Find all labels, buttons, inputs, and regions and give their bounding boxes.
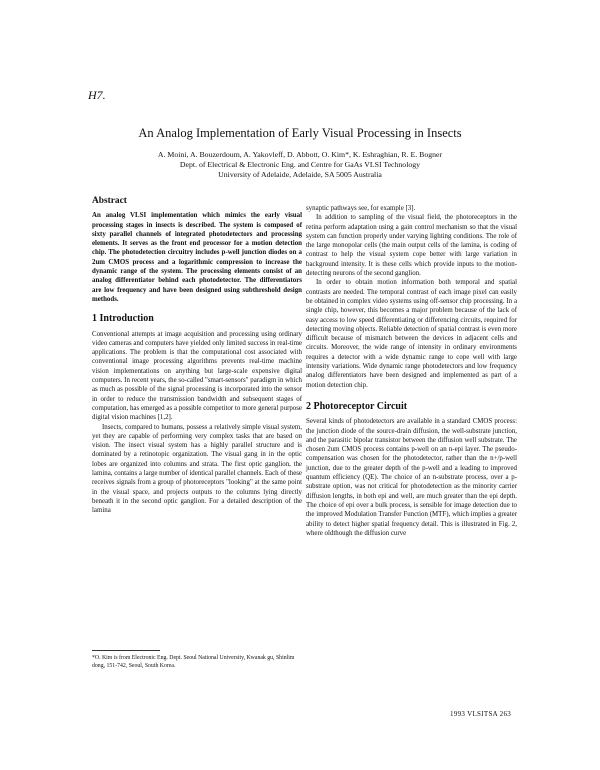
right-paragraph-1: In addition to sampling of the visual field, the photoreceptors in the retina perform adaptation using a gain control mechanism so that the visual system can function properly under varying lighting conditions. The role of the large monopolar cells (the main output cells of the lamina, is coding of contrast to help the visual system cope better with large variation in background intensity. It is these cells which provide inputs to the motion-detecting neurons of the second ganglion. [306, 214, 517, 278]
left-column [92, 197, 302, 516]
section-1-heading: 1 Introduction [92, 313, 154, 325]
footnote-rule [92, 650, 160, 651]
right-paragraph-2: In order to obtain motion information both temporal and spatial contrasts are needed. The temporal contrast of each image pixel can easily be obtained in complex video systems using off-sensor chip processing. In a single chip, however, this becomes a major problem because of the lack of easy access to low speed differentiating or differencing circuits, required for detecting moving objects. Reliable detection of spatial contrast is even more difficult because of mismatch between the devices in adjacent cells and circuits. Moreover, the wide range of intensity in ordinary environments requires a detector with a wide dynamic range to cope well with large intensity variations. Wide dynamic range photodetectors and low frequency analog differentiators have been designed and implemented as part of a motion detection chip. [306, 279, 517, 389]
affiliation: Dept. of Electrical & Electronic Eng. and Centre for GaAs VLSI Technology [179, 160, 421, 169]
page-footer: 1993 VLSITSA 263 [450, 710, 512, 718]
section-1-paragraph-1: Conventional attempts at image acquisition and processing using ordinary video cameras and computers have yielded only limited success in real-time applications. The problem is that the computational cost associated with conventional image processing algorithms prevents real-time machine vision implementations on anything but large-scale expensive digital computers. In recent years, the so-called "smart-sensors" paradigm in which as much as possible of the signal processing is incorporated into the sensor in order to reduce the transmission bandwidth and subsequent stages of computation, has emerged as a possible competitor to more general purpose digital vision machines [1,2]. [92, 330, 302, 422]
address: University of Adelaide, Adelaide, SA 5005 Australia [218, 170, 382, 179]
authors-block [60, 150, 540, 180]
section-1-paragraph-2: Insects, compared to humans, possess a relatively simple visual system, yet they are capable of performing very complex tasks that are based on vision. The insect visual system has a highly parallel structure and is dominated by a retinotopic organization. The visual gang in in the optic lobes are organized into columns and strata. The first optic ganglion, the lamina, contains a large number of identical parallel channels. Each of these receives signals from a group of photoreceptors "looking" at the same point in the visual space, and projects outputs to the columns lying directly beneath it in the second optic ganglion. For a detailed description of the lamina [92, 423, 302, 515]
section-2-heading: 2 Photoreceptor Circuit [306, 400, 408, 412]
paper-label: H7. [88, 88, 106, 102]
author-list: A. Moini, A. Bouzerdoum, A. Yakovleff, D. Abbott, O. Kim*, K. Eshraghian, R. E. Bogner [157, 150, 443, 159]
abstract-heading: Abstract [92, 196, 127, 206]
section-2-paragraph-1: Several kinds of photodetectors are available in a standard CMOS process: the junction diode of the source-drain diffusion, the well-substrate junction, and the parasitic bipolar transistor between the diffusion well substrate. The chosen 2um CMOS process contains p-well on an n-epi layer. The pseudo-compensation was chosen for the photodetector, rather than the n+/p-well junction, due to the greater depth of the p-well and a leading to improved quantum efficiency (QE). The choice of an n-substrate process, over a p-substrate option, was not critical for photodetection as the minority carrier diffusion lengths, in both epi and well, are much greater than the epi depth. The choice of epi over a bulk process, is sensible for image detection due to the improved Modulation Transfer Function (MTF), which implies a greater ability to detect higher spatial frequency detail. This is illustrated in Fig. 2, where oldthough the diffusion curve [306, 418, 517, 537]
paper-title: An Analog Implementation of Early Visual Processing in Insects [138, 126, 462, 140]
right-column [306, 204, 517, 538]
footnote: *O. Kim is from Electronic Eng. Dept. Seoul National University, Kwanak gu, Shinlim dong, 151-742, Seoul, South Korea. [92, 655, 295, 669]
right-paragraph-0: synaptic pathways see, for example [3]. [306, 205, 416, 212]
abstract-text: An analog VLSI implementation which mimics the early visual processing stages in insects is described. The system is composed of sixty parallel channels of integrated photodetectors and processing elements. It serves as the front end processor for a motion detection chip. The photodetection circuitry includes p-well junction diodes on a 2um CMOS process and a logarithmic compression to increase the dynamic range of the system. The processing elements consist of an analog differentiator behind each photodetector. The differentiators are low frequency and have been designed using subthreshold design methods. [92, 212, 302, 303]
